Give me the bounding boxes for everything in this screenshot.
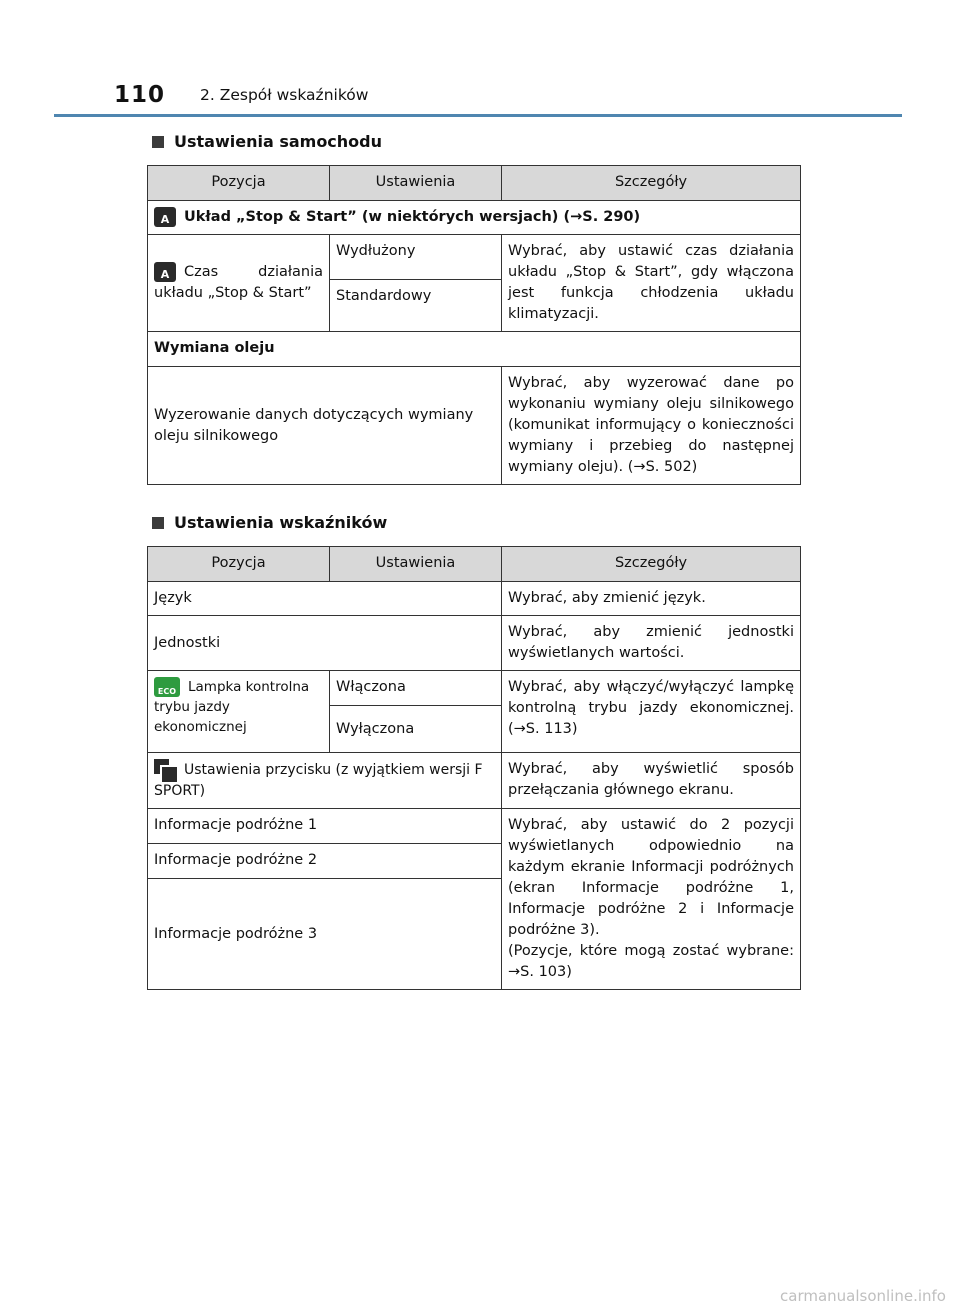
col-header-details: Szczegóły xyxy=(502,547,801,582)
table-row xyxy=(148,671,801,706)
group-title-oil: Wymiana oleju xyxy=(148,332,801,367)
row-setting: Standardowy xyxy=(330,280,502,332)
table-row xyxy=(148,582,801,616)
page-header xyxy=(58,82,900,118)
col-header-position: Pozycja xyxy=(148,166,330,201)
row-details: Wybrać, aby włączyć/wyłączyć lampkę kontrolną trybu jazdy ekonomicznej. (→S. 113) xyxy=(502,671,801,753)
row-setting: Wyłączona xyxy=(330,706,502,753)
section-title-gauges: Ustawienia wskaźników xyxy=(152,513,387,532)
table-row xyxy=(148,809,801,844)
row-position: Informacje podróżne 1 xyxy=(148,809,502,844)
row-details: Wybrać, aby wyzerować dane po wykonaniu wymiany oleju silnikowego (komunikat informujący o konieczności wymiany i przebieg do następnej wymiany oleju). (→S. 502) xyxy=(502,367,801,485)
eco-icon xyxy=(154,677,180,697)
chapter-title: 2. Zespół wskaźników xyxy=(200,86,369,104)
row-setting: Włączona xyxy=(330,671,502,706)
section-title-vehicle: Ustawienia samochodu xyxy=(152,132,382,151)
row-position: Informacje podróżne 2 xyxy=(148,844,502,879)
square-bullet-icon xyxy=(152,517,164,529)
row-details: Wybrać, aby ustawić do 2 pozycji wyświetlanych odpowiednio na każdym ekranie Informacji podróżnych (ekran Informacje podróżne 1, Informacje podróżne 2 i Informacje podróżne 3). xyxy=(508,817,794,938)
square-bullet-icon xyxy=(152,136,164,148)
col-header-settings: Ustawienia xyxy=(330,547,502,582)
row-position: Jednostki xyxy=(148,616,502,671)
row-position: Język xyxy=(148,582,502,616)
row-position: Czas działania układu „Stop & Start” xyxy=(154,264,323,301)
row-details-note: (Pozycje, które mogą zostać wybrane: →S. 103) xyxy=(508,943,794,980)
row-position: Lampka kontrolna trybu jazdy ekonomicznej xyxy=(154,679,310,735)
row-setting: Wydłużony xyxy=(330,235,502,280)
group-row-stop-start xyxy=(148,201,801,235)
row-details: Wybrać, aby zmienić jednostki wyświetlanych wartości. xyxy=(502,616,801,671)
col-header-details: Szczegóły xyxy=(502,166,801,201)
row-details: Wybrać, aby ustawić czas działania układu „Stop & Start”, gdy włączona jest funkcja chłodzenia układu klimatyzacji. xyxy=(502,235,801,332)
group-row-oil xyxy=(148,332,801,367)
col-header-position: Pozycja xyxy=(148,547,330,582)
stop-start-icon xyxy=(154,262,176,282)
gauge-settings-table xyxy=(147,546,801,990)
col-header-settings: Ustawienia xyxy=(330,166,502,201)
row-details: Wybrać, aby zmienić język. xyxy=(502,582,801,616)
header-rule xyxy=(54,114,902,117)
vehicle-settings-table xyxy=(147,165,801,485)
table-row xyxy=(148,235,801,280)
screen-switch-icon xyxy=(154,759,176,781)
row-position: Informacje podróżne 3 xyxy=(148,879,502,990)
table-row xyxy=(148,367,801,485)
table-header-row xyxy=(148,547,801,582)
table-row xyxy=(148,616,801,671)
row-position: Wyzerowanie danych dotyczących wymiany oleju silnikowego xyxy=(148,367,502,485)
row-details: Wybrać, aby wyświetlić sposób przełączania głównego ekranu. xyxy=(502,753,801,809)
group-title-stop-start: Układ „Stop & Start” (w niektórych wersjach) (→S. 290) xyxy=(184,209,641,225)
row-position: Ustawienia przycisku (z wyjątkiem wersji F SPORT) xyxy=(154,762,483,799)
stop-start-icon xyxy=(154,207,176,227)
watermark: carmanualsonline.info xyxy=(780,1287,946,1305)
table-header-row xyxy=(148,166,801,201)
table-row xyxy=(148,753,801,809)
page-number: 110 xyxy=(114,82,166,108)
